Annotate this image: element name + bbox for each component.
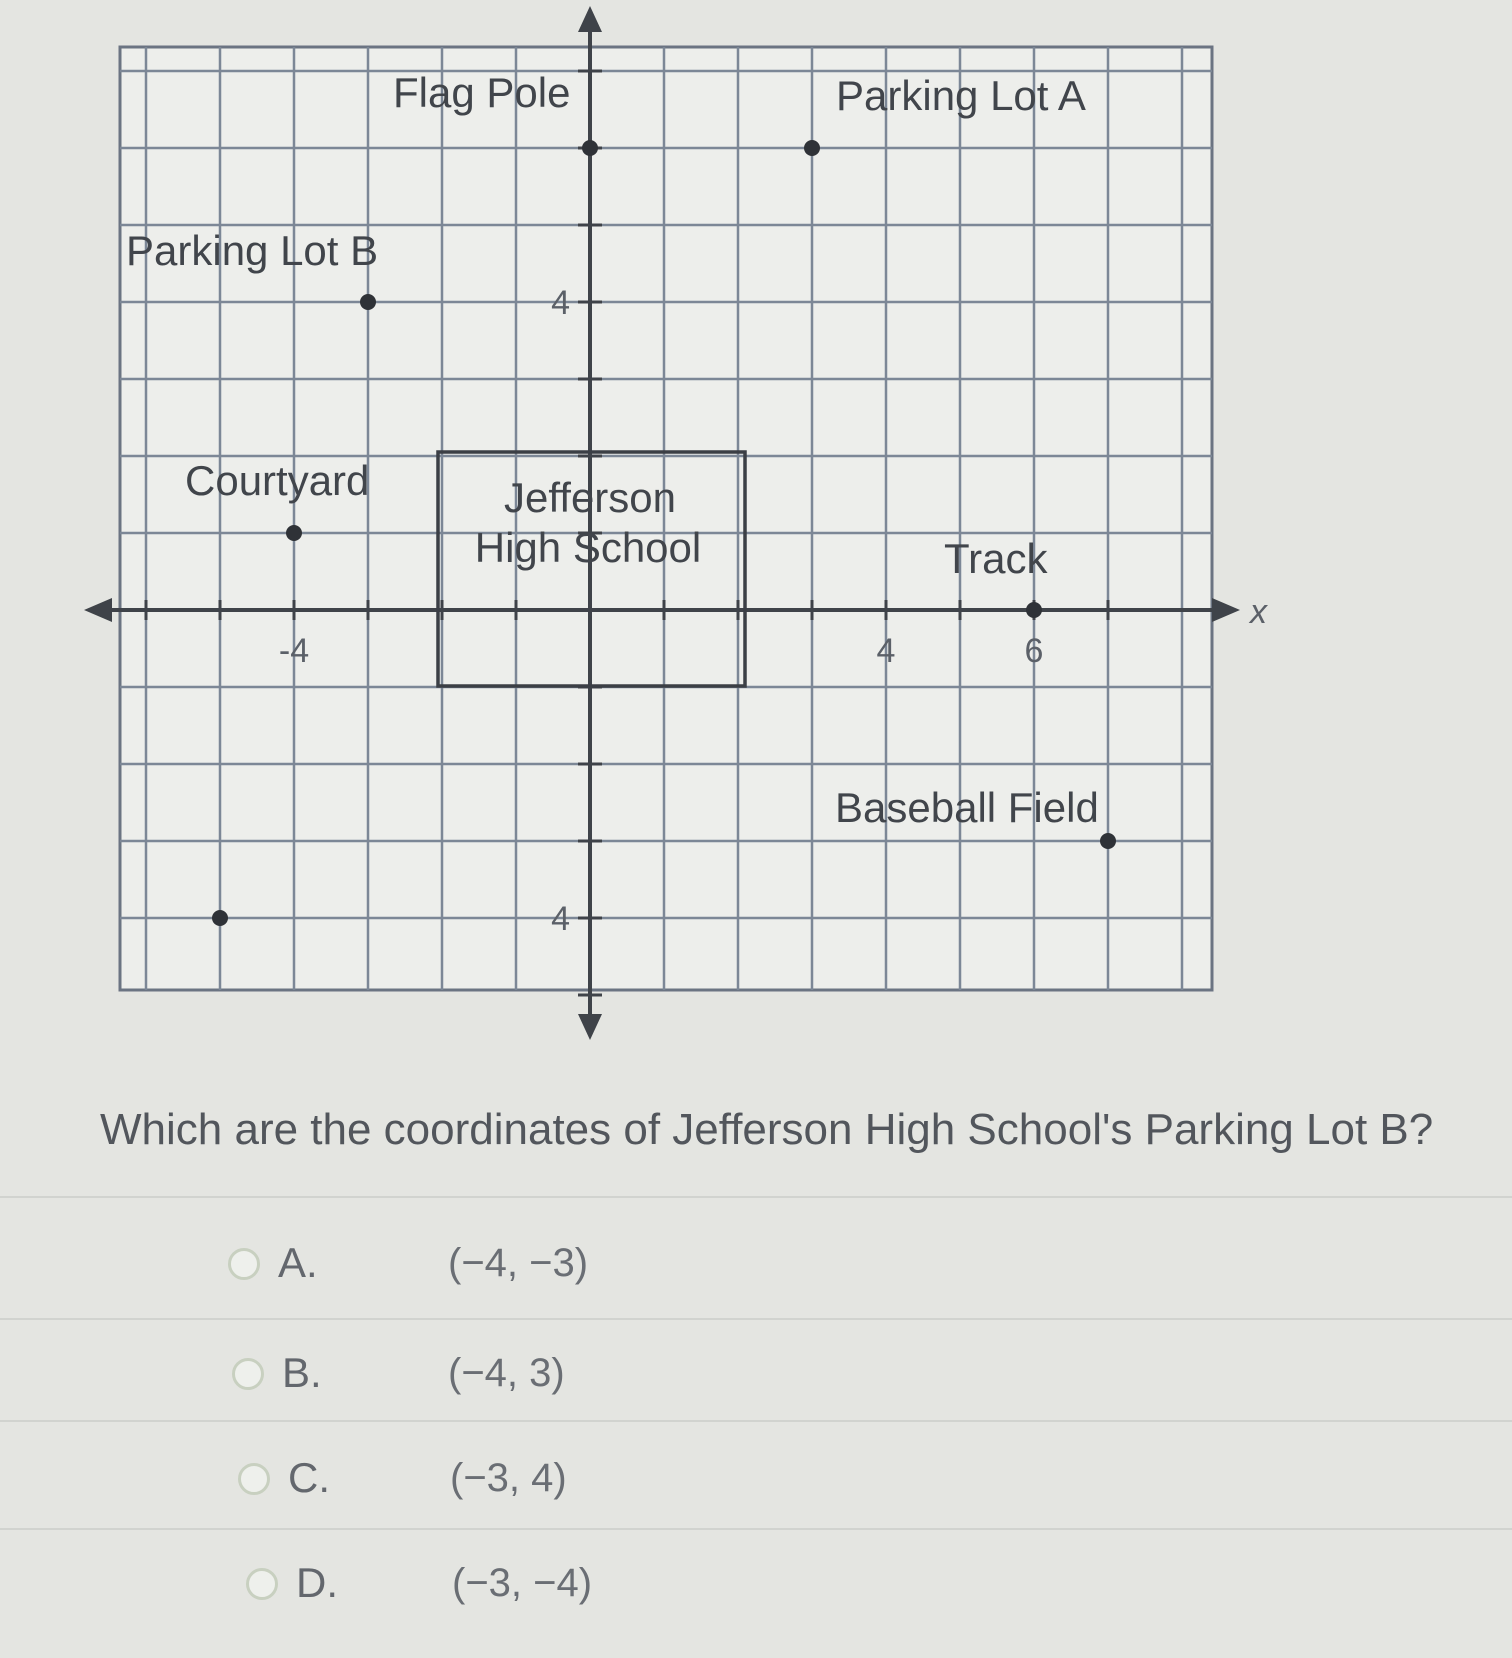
y-tick-label: 4	[551, 900, 570, 938]
label-parking-lot-b: Parking Lot B	[126, 227, 379, 274]
y-tick-label: 4	[551, 284, 570, 322]
x-tick-label: 4	[876, 632, 896, 670]
label-courtyard: Courtyard	[185, 457, 370, 504]
point-flag-pole	[582, 140, 598, 156]
divider	[0, 1196, 1512, 1198]
choice-a[interactable]	[0, 1225, 1512, 1305]
label-parking-lot-a: Parking Lot A	[836, 72, 1086, 119]
x-axis-right-arrow-icon	[1212, 598, 1240, 622]
label-school-line2: High School	[474, 524, 702, 571]
divider	[0, 1420, 1512, 1422]
question-text: Which are the coordinates of Jefferson High School's Parking Lot B?	[100, 1105, 1434, 1154]
choice-c[interactable]	[0, 1440, 1512, 1520]
x-tick-label: -4	[278, 632, 310, 670]
x-axis-left-arrow-icon	[84, 598, 112, 622]
radio-icon[interactable]	[232, 1358, 264, 1390]
x-axis-label: x	[1250, 593, 1267, 631]
radio-icon[interactable]	[238, 1463, 270, 1495]
choice-text: (−3, 4)	[450, 1456, 567, 1500]
point-parking-lot-b	[360, 294, 376, 310]
x-tick-label: 6	[1024, 632, 1044, 670]
divider	[0, 1528, 1512, 1530]
choice-letter: A.	[278, 1239, 318, 1286]
label-school-line1: Jefferson	[504, 474, 676, 521]
choice-b[interactable]	[0, 1335, 1512, 1415]
point-unlabeled	[212, 910, 228, 926]
point-parking-lot-a	[804, 140, 820, 156]
point-track	[1026, 602, 1042, 618]
divider	[0, 1318, 1512, 1320]
radio-icon[interactable]	[246, 1568, 278, 1600]
choice-d[interactable]	[0, 1545, 1512, 1625]
point-baseball-field	[1100, 833, 1116, 849]
y-axis-down-arrow-icon	[578, 1014, 602, 1040]
label-flag-pole: Flag Pole	[393, 69, 571, 116]
choice-letter: D.	[296, 1559, 338, 1606]
choice-text: (−4, −3)	[448, 1241, 589, 1285]
choice-text: (−3, −4)	[452, 1561, 593, 1605]
choice-letter: C.	[288, 1454, 330, 1501]
radio-icon[interactable]	[228, 1248, 260, 1280]
label-baseball-field: Baseball Field	[835, 784, 1099, 831]
choice-text: (−4, 3)	[448, 1351, 565, 1395]
point-courtyard	[286, 525, 302, 541]
label-track: Track	[944, 535, 1048, 582]
y-axis-up-arrow-icon	[578, 6, 602, 32]
choice-letter: B.	[282, 1349, 322, 1396]
